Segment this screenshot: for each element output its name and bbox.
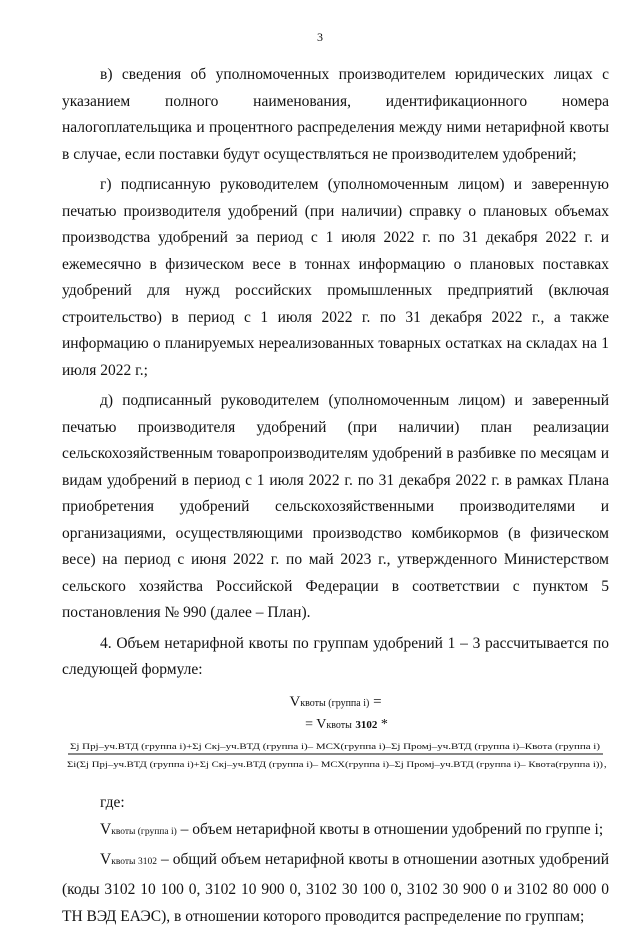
def1-sub: квоты (группа i) (111, 826, 177, 837)
formula-rhs (62, 717, 609, 733)
fraction-svg (62, 735, 609, 775)
formula-fraction (62, 735, 609, 775)
formula-lhs-v: V (289, 693, 301, 710)
definitions (62, 789, 609, 930)
fraction-numerator: Σj Прj–уч.ВТД (группа i)+Σj Скj–уч.ВТД (группа i)– МСХ(группа i)–Σj Промj–уч.ВТД (группа i)–Квота (группа i) (70, 740, 601, 751)
where-label: где: (100, 793, 125, 811)
formula-eq: = (373, 693, 382, 710)
def1-text: – объем нетарифной квоты в отношении удобрений по группе i; (176, 820, 604, 838)
formula-rhs-star: * (380, 716, 388, 732)
fraction-denominator: Σi(Σj Прj–уч.ВТД (группа i)+Σj Скj–уч.ВТД (группа i)– МСХ(группа i)–Σj Промj–уч.ВТД (группа i)– Квота(группа i)) (67, 758, 604, 769)
def2-text: – общий объем нетарифной квоты в отношении азотных удобрений (коды 3102 10 100 0, 3102 10 900 0, 3102 30 100 0, 3102 30 900 0 и 3102 80 000 0 ТН ВЭД ЕАЭС), в отношении которого проводится распределение по группам; (62, 850, 610, 925)
formula-lhs-sub: квоты (группа i) (300, 697, 370, 709)
page-number: 3 (317, 30, 323, 44)
definition-2 (62, 846, 609, 930)
paragraph-d: д) подписанный руководителем (уполномоченным лицом) и заверенный печатью производителя удобрений (при наличии) план реализации сельскохозяйственным товаропроизводителям удобрений в разбивке по месяцам и видам удобрений в период с 1 июля 2022 г. по 31 декабря 2022 г. в рамках Плана приобретения удобрений сельскохозяйственными производителями и организациями, осуществляющими производство комбикормов (в физическом весе) на период с июня 2022 г. по май 2023 г., утвержденного Министерством сельского хозяйства Российской Федерации в соответствии с пунктом 5 постановления № 990 (далее – План). (62, 392, 609, 621)
paragraph-4: 4. Объем нетарифной квоты по группам удобрений 1 – 3 рассчитывается по следующей формуле: (62, 634, 609, 678)
formula-rhs-code: 3102 (355, 718, 378, 731)
def1-v: V (100, 820, 112, 838)
formula-lhs (62, 694, 609, 711)
def2-v: V (100, 850, 112, 868)
formula-rhs-sub: квоты (326, 719, 352, 731)
definition-1 (62, 816, 609, 846)
paragraph-g: г) подписанную руководителем (уполномоченным лицом) и заверенную печатью производителя удобрений (при наличии) справку о плановых объемах производства удобрений за период с 1 июля 2022 г. по 31 декабря 2022 г. и ежемесячно в физическом весе в тоннах информацию о плановых поставках удобрений для нужд российских промышленных предприятий (включая строительство) в период с 1 июля 2022 г. по 31 декабря 2022 г., а также информацию о планируемых нереализованных товарных остатках на складах на 1 июля 2022 г.; (62, 176, 609, 379)
formula-rhs-v: = V (305, 716, 327, 732)
fraction-trailing-comma: , (604, 758, 607, 770)
document-body (62, 62, 609, 930)
paragraph-v: в) сведения об уполномоченных производителем юридических лицах с указанием полного наименования, идентификационного номера налогоплательщика и процентного распределения между ними нетарифной квоты в случае, если поставки будут осуществляться не производителем удобрений; (62, 66, 609, 163)
def2-sub: квоты 3102 (111, 856, 157, 867)
